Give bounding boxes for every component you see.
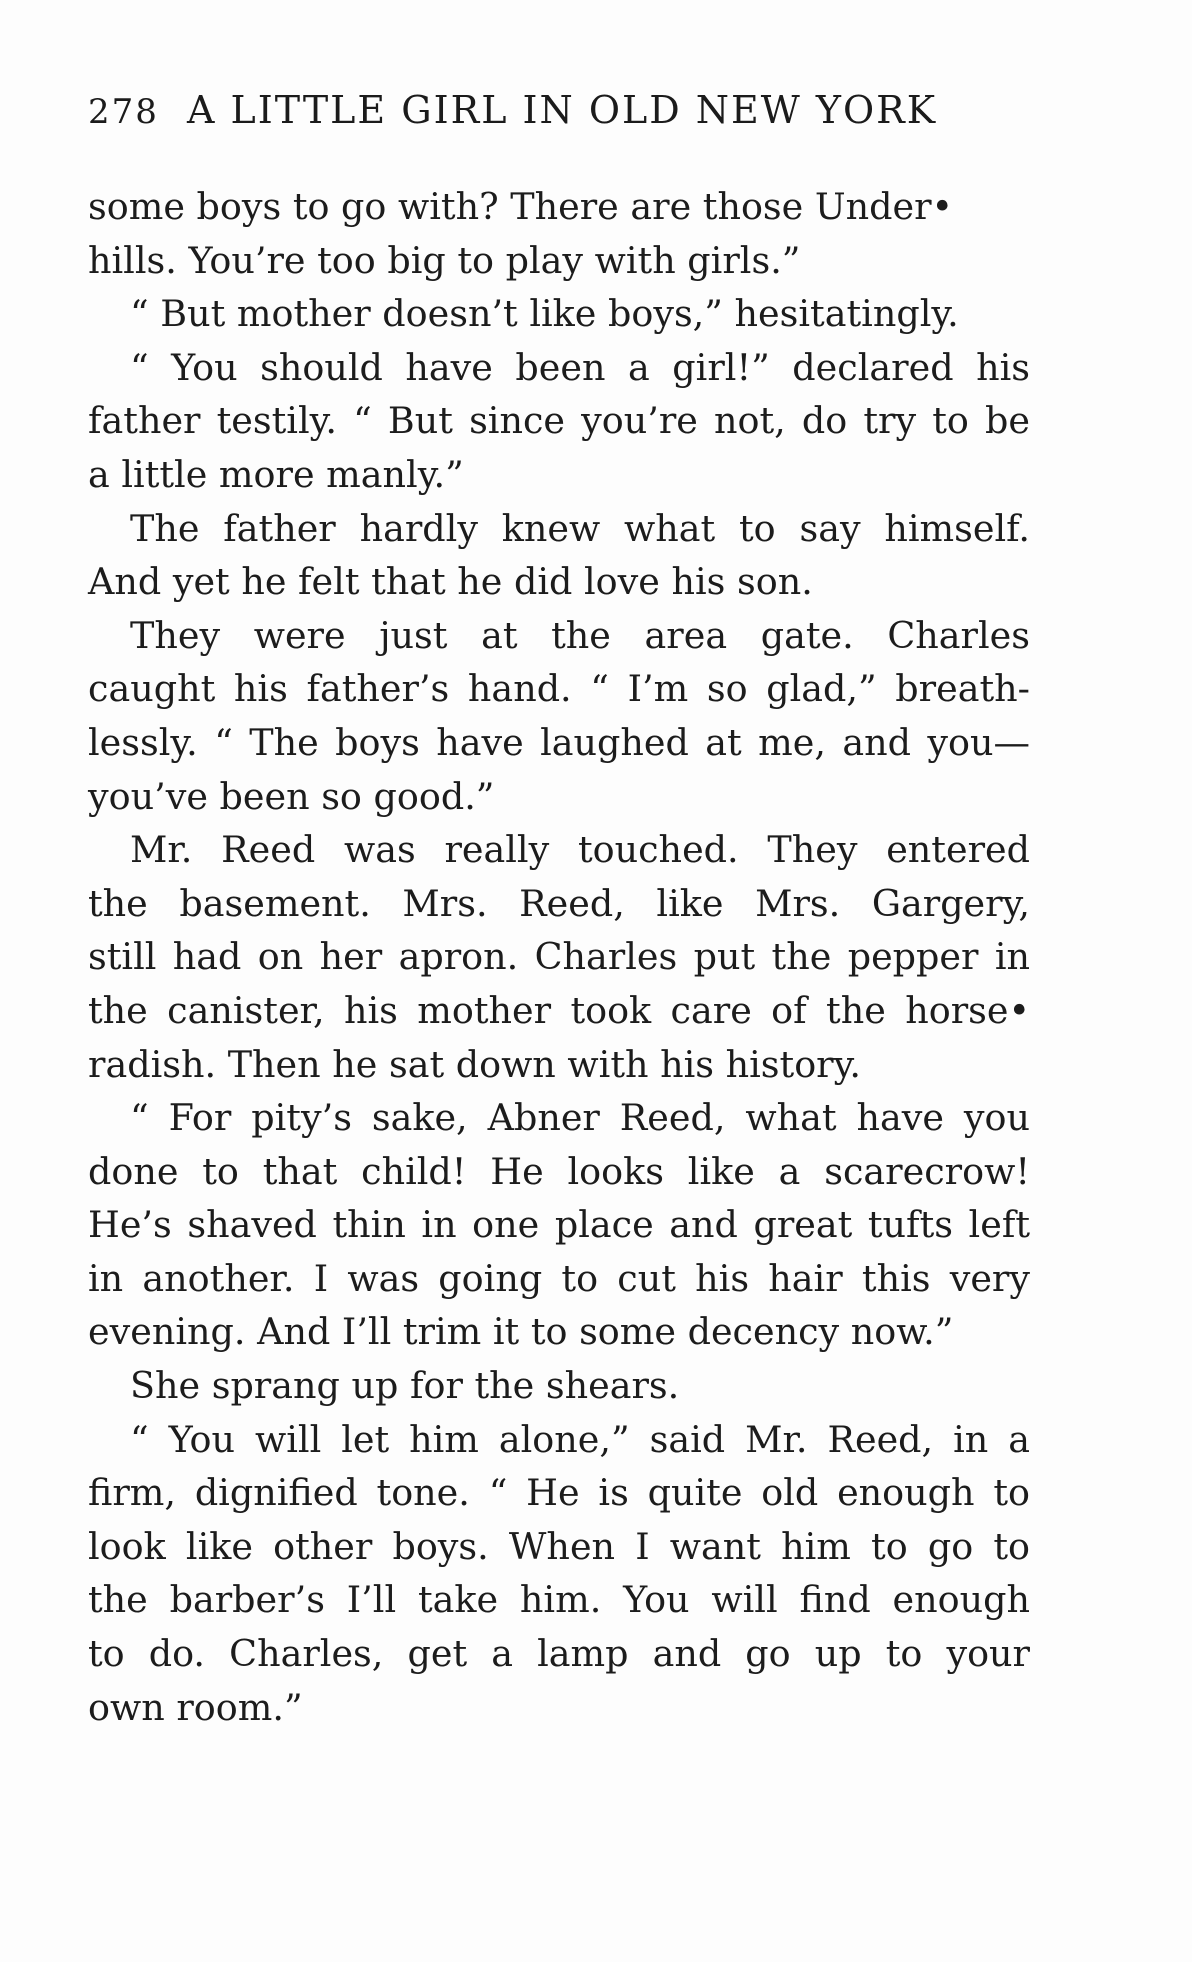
text-line: She sprang up for the shears. [130,1364,680,1408]
text-line: done to that child! He looks like a scarecrow! [88,1149,1030,1193]
text-line: He’s shaved thin in one place and great tufts left [88,1203,1030,1247]
text-line: to do. Charles, get a lamp and go up to your [88,1632,1030,1676]
body-text [88,180,1030,1734]
text-line: the barber’s I’ll take him. You will find enough [88,1578,1030,1622]
text-line: a little more manly.” [88,452,464,496]
text-line: hills. You’re too big to play with girls.” [88,238,801,282]
text-line: the canister, his mother took care of the horse• [88,988,1030,1032]
text-line: radish. Then he sat down with his history. [88,1042,862,1086]
text-line: father testily. “ But since you’re not, do try to be [88,399,1030,443]
text-line: firm, dignified tone. “ He is quite old enough to [88,1471,1030,1515]
page-number: 278 [88,92,159,132]
text-line: “ You should have been a girl!” declared his [130,345,1030,389]
text-line: evening. And I’ll trim it to some decency now.” [88,1310,954,1354]
text-line: And yet he felt that he did love his son. [88,560,813,604]
running-title: A LITTLE GIRL IN OLD NEW YORK [187,88,938,132]
text-line: lessly. “ The boys have laughed at me, and you— [88,720,1030,764]
text-line: “ You will let him alone,” said Mr. Reed, in a [130,1417,1030,1461]
running-head [88,88,1048,132]
text-line: the basement. Mrs. Reed, like Mrs. Gargery, [88,881,1030,925]
text-line: still had on her apron. Charles put the pepper in [88,935,1030,979]
text-line: The father hardly knew what to say himself. [130,506,1030,550]
text-line: They were just at the area gate. Charles [130,613,1030,657]
text-line: “ For pity’s sake, Abner Reed, what have you [130,1096,1030,1140]
text-line: look like other boys. When I want him to go to [88,1524,1030,1568]
text-line: “ But mother doesn’t like boys,” hesitatingly. [130,292,959,336]
text-line: Mr. Reed was really touched. They entered [130,828,1030,872]
text-line: you’ve been so good.” [88,774,495,818]
text-line: own room.” [88,1685,303,1729]
text-line: some boys to go with? There are those Under• [88,185,954,228]
text-line: caught his father’s hand. “ I’m so glad,” breath- [88,667,1030,711]
text-line: in another. I was going to cut his hair this very [88,1256,1030,1300]
